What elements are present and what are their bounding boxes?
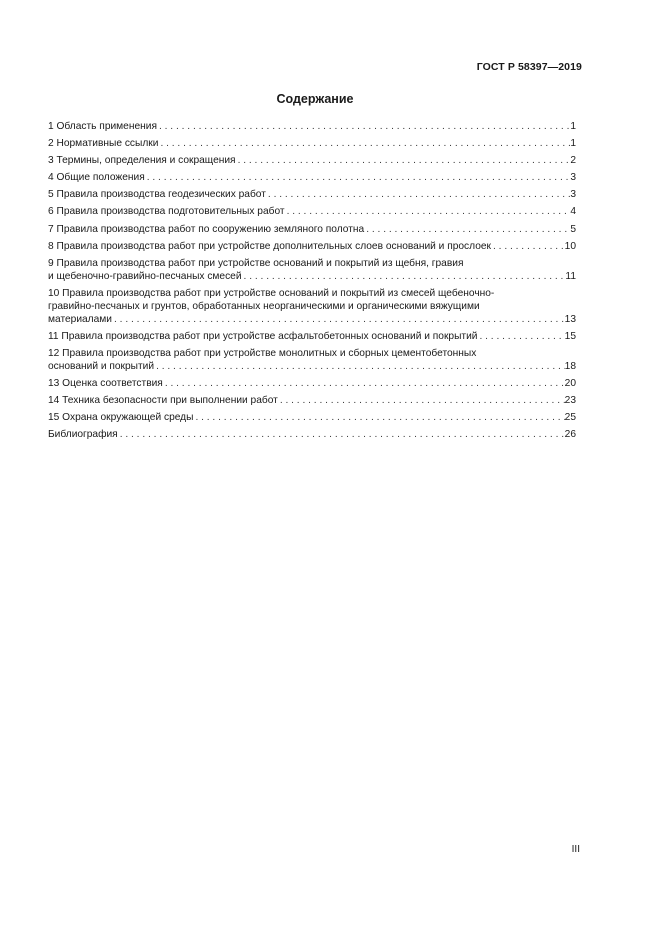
toc-entry[interactable] bbox=[48, 394, 576, 407]
toc-entry-last-line bbox=[48, 171, 576, 184]
toc-dot-leader bbox=[236, 154, 571, 167]
toc-dot-leader bbox=[266, 188, 570, 201]
toc-dot-leader bbox=[285, 205, 571, 218]
toc-page-number: 26 bbox=[564, 429, 576, 441]
toc-page-number: 23 bbox=[564, 395, 576, 407]
document-code: ГОСТ Р 58397—2019 bbox=[476, 61, 582, 73]
toc-page-number: 1 bbox=[570, 121, 576, 132]
toc-entry-last-line bbox=[48, 394, 576, 407]
toc-entry-line: гравийно-песчаных и грунтов, обработанных неорганическими и органическими вяжущими bbox=[48, 300, 480, 312]
toc-dot-leader bbox=[364, 223, 570, 236]
toc-entry-last-line bbox=[48, 223, 576, 236]
toc-entry[interactable] bbox=[48, 205, 576, 218]
toc-entry-line: 12 Правила производства работ при устройстве монолитных и сборных цементобетонных bbox=[48, 348, 477, 360]
toc-entry-title: 2 Нормативные ссылки bbox=[48, 138, 159, 150]
toc-entry-last-line bbox=[48, 205, 576, 218]
toc-dot-leader bbox=[158, 137, 570, 150]
toc-page-number: 11 bbox=[565, 270, 576, 282]
toc-dot-leader bbox=[118, 428, 565, 441]
toc-page-number: 20 bbox=[564, 378, 576, 390]
toc-entry[interactable] bbox=[48, 287, 576, 326]
toc-dot-leader bbox=[477, 330, 564, 343]
toc-dot-leader bbox=[145, 171, 571, 184]
toc-entry-last-line bbox=[48, 154, 576, 167]
toc-page-number: 25 bbox=[564, 412, 576, 424]
toc-entry-title: 5 Правила производства геодезических работ bbox=[48, 189, 266, 201]
toc-entry-line: 9 Правила производства работ при устройстве оснований и покрытий из щебня, гравия bbox=[48, 257, 464, 269]
toc-entry-last-line bbox=[48, 411, 576, 424]
toc-page-number: 13 bbox=[564, 313, 576, 325]
toc-entry[interactable] bbox=[48, 257, 576, 283]
toc-entry[interactable] bbox=[48, 171, 576, 184]
toc-entry-last-line bbox=[48, 377, 576, 390]
toc-entry[interactable] bbox=[48, 240, 576, 253]
toc-page-number: 3 bbox=[570, 189, 576, 201]
toc-entry-title: оснований и покрытий bbox=[48, 361, 155, 373]
toc-entry-title: 14 Техника безопасности при выполнении работ bbox=[48, 395, 278, 407]
toc-page-number: 18 bbox=[564, 361, 576, 373]
toc-dot-leader bbox=[163, 377, 565, 390]
toc-page-number: 5 bbox=[570, 223, 576, 235]
toc-entry-title: 15 Охрана окружающей среды bbox=[48, 412, 194, 424]
toc-entry-last-line bbox=[48, 313, 576, 326]
toc-entry-title: 6 Правила производства подготовительных работ bbox=[48, 206, 285, 218]
toc-dot-leader bbox=[491, 240, 565, 253]
toc-page-number: 4 bbox=[570, 206, 576, 218]
toc-entry-title: 7 Правила производства работ по сооружению земляного полотна bbox=[48, 223, 365, 235]
toc-entry-title: 11 Правила производства работ при устройстве асфальтобетонных оснований и покрытий bbox=[48, 330, 478, 342]
toc-entry[interactable] bbox=[48, 154, 576, 167]
toc-entry-title: 13 Оценка соответствия bbox=[48, 378, 163, 390]
toc-dot-leader bbox=[242, 270, 566, 283]
toc-page-number: 1 bbox=[570, 138, 576, 150]
toc-dot-leader bbox=[112, 313, 565, 326]
toc-entry[interactable] bbox=[48, 223, 576, 236]
toc-entry-title: 4 Общие положения bbox=[48, 172, 145, 184]
toc-entry-last-line bbox=[48, 360, 576, 373]
toc-page-number: 15 bbox=[564, 330, 576, 342]
toc-entry-title: и щебеночно-гравийно-песчаных смесей bbox=[48, 270, 242, 282]
toc-entry-last-line bbox=[48, 137, 576, 150]
toc-dot-leader bbox=[154, 360, 565, 373]
toc-entry-last-line bbox=[48, 120, 576, 133]
toc-entry-title: материалами bbox=[48, 313, 112, 325]
toc-entry-last-line bbox=[48, 240, 576, 253]
toc-entry-title: Библиография bbox=[48, 429, 118, 441]
toc-page-number: 10 bbox=[564, 240, 576, 252]
toc-entry[interactable] bbox=[48, 428, 576, 441]
toc-entry-title: 3 Термины, определения и сокращения bbox=[48, 155, 236, 167]
toc-entry-title: 8 Правила производства работ при устройстве дополнительных слоев оснований и прослоек bbox=[48, 240, 491, 252]
toc-entry[interactable] bbox=[48, 377, 576, 390]
toc-page-number: 2 bbox=[570, 155, 576, 167]
toc-entry-title: 1 Область применения bbox=[48, 121, 157, 132]
toc-entry[interactable] bbox=[48, 411, 576, 424]
toc-entry-line: 10 Правила производства работ при устройстве оснований и покрытий из смесей щебеночно- bbox=[48, 287, 495, 299]
toc-entry-last-line bbox=[48, 188, 576, 201]
toc-entry[interactable] bbox=[48, 347, 576, 373]
toc-dot-leader bbox=[193, 411, 564, 424]
toc-entry[interactable] bbox=[48, 330, 576, 343]
toc-entry[interactable] bbox=[48, 137, 576, 150]
toc-dot-leader bbox=[278, 394, 565, 407]
toc-entry-last-line bbox=[48, 330, 576, 343]
toc-entry[interactable] bbox=[48, 188, 576, 201]
toc-page-number: 3 bbox=[570, 172, 576, 184]
toc-entry[interactable] bbox=[48, 120, 576, 133]
table-of-contents bbox=[48, 120, 576, 446]
toc-title: Содержание bbox=[276, 92, 354, 106]
toc-entry-last-line bbox=[48, 428, 576, 441]
toc-entry-last-line bbox=[48, 270, 576, 283]
toc-dot-leader bbox=[157, 120, 570, 133]
page-number: III bbox=[571, 844, 580, 855]
